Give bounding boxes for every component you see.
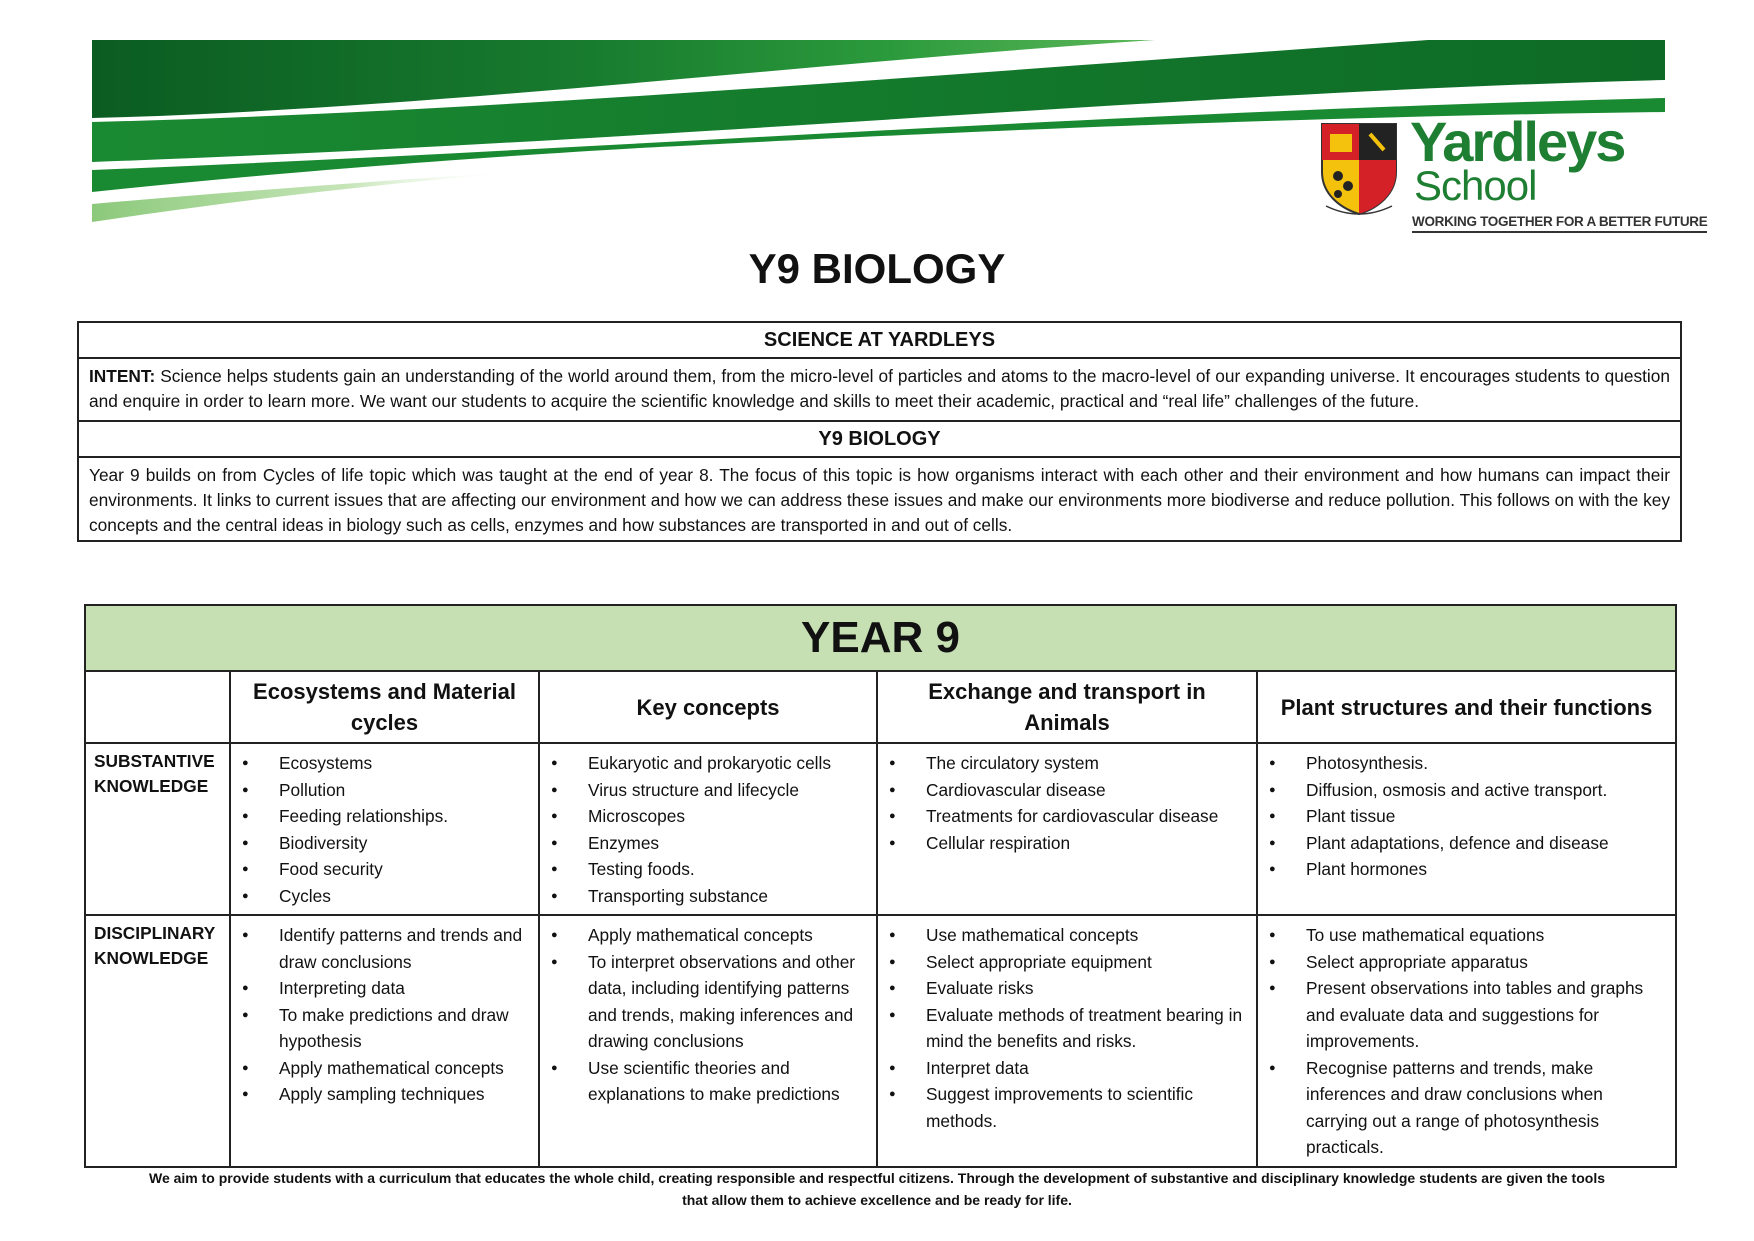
school-name-line1: Yardleys bbox=[1410, 110, 1625, 173]
science-intent-box bbox=[77, 321, 1682, 542]
list-item: ● Interpreting data bbox=[242, 975, 531, 1002]
list-item: ● Pollution bbox=[242, 777, 531, 804]
overview-paragraph: Year 9 builds on from Cycles of life topic which was taught at the end of year 8. The focus of this topic is how organisms interact with each other and their environment and how humans can impact their environments. It links to current issues that are affecting our environment and how we can address these issues and make our environments more biodiverse and reduce pollution. This follows on with the key concepts and the central ideas in biology such as cells, enzymes and how substances are transported in and out of cells. bbox=[89, 465, 1670, 535]
list-item: ● To make predictions and draw hypothesis bbox=[242, 1002, 531, 1055]
list-item: ● Treatments for cardiovascular disease bbox=[889, 803, 1249, 830]
year-curriculum-table bbox=[84, 604, 1677, 1168]
disciplinary-cell bbox=[230, 915, 539, 1167]
list-item: ● Suggest improvements to scientific methods. bbox=[889, 1081, 1249, 1134]
row-label-line: SUBSTANTIVE bbox=[94, 751, 215, 771]
school-name-line2: School bbox=[1414, 162, 1537, 209]
row-header-substantive bbox=[85, 743, 230, 915]
list-item: ● Present observations into tables and graphs and evaluate data and suggestions for improvements. bbox=[1269, 975, 1668, 1055]
row-label-line: KNOWLEDGE bbox=[94, 776, 209, 796]
intent-paragraph bbox=[79, 359, 1680, 420]
list-item: ● Eukaryotic and prokaryotic cells bbox=[551, 750, 869, 777]
list-item: ● Interpret data bbox=[889, 1055, 1249, 1082]
list-item: ● Ecosystems bbox=[242, 750, 531, 777]
science-heading: SCIENCE AT YARDLEYS bbox=[79, 323, 1680, 359]
list-item: ● Cycles bbox=[242, 883, 531, 910]
footer-statement bbox=[100, 1167, 1654, 1211]
list-item: ● Photosynthesis. bbox=[1269, 750, 1668, 777]
column-header: Ecosystems and Material cycles bbox=[230, 671, 539, 743]
column-header: Plant structures and their functions bbox=[1257, 671, 1676, 743]
list-item: ● Diffusion, osmosis and active transport. bbox=[1269, 777, 1668, 804]
footer-line: We aim to provide students with a curriculum that educates the whole child, creating responsible and respectful citizens. Through the development of substantive and disciplinary knowledge students are given the tools bbox=[148, 1170, 1605, 1186]
list-item: ● To interpret observations and other data, including identifying patterns and trends, making inferences and drawing conclusions bbox=[551, 949, 869, 1055]
intent-label: INTENT: bbox=[89, 366, 156, 386]
year-title: YEAR 9 bbox=[85, 605, 1676, 671]
list-item: ● Feeding relationships. bbox=[242, 803, 531, 830]
list-item: ● Testing foods. bbox=[551, 856, 869, 883]
substantive-cell bbox=[230, 743, 539, 915]
list-item: ● To use mathematical equations bbox=[1269, 922, 1668, 949]
list-item: ● Apply sampling techniques bbox=[242, 1081, 531, 1108]
footer-line: that allow them to achieve excellence and be ready for life. bbox=[682, 1192, 1072, 1208]
list-item: ● Transporting substance bbox=[551, 883, 869, 910]
substantive-cell bbox=[877, 743, 1257, 915]
list-item: ● Recognise patterns and trends, make inferences and draw conclusions when carrying out a range of photosynthesis practicals. bbox=[1269, 1055, 1668, 1161]
list-item: ● Plant tissue bbox=[1269, 803, 1668, 830]
list-item: ● Identify patterns and trends and draw conclusions bbox=[242, 922, 531, 975]
list-item: ● Evaluate risks bbox=[889, 975, 1249, 1002]
list-item: ● Evaluate methods of treatment bearing in mind the benefits and risks. bbox=[889, 1002, 1249, 1055]
corner-cell bbox=[85, 671, 230, 743]
school-logo bbox=[1318, 110, 1708, 235]
list-item: ● Cellular respiration bbox=[889, 830, 1249, 857]
row-label-line: KNOWLEDGE bbox=[94, 948, 209, 968]
disciplinary-cell bbox=[1257, 915, 1676, 1167]
column-header: Exchange and transport in Animals bbox=[877, 671, 1257, 743]
list-item: ● Plant adaptations, defence and disease bbox=[1269, 830, 1668, 857]
list-item: ● Select appropriate apparatus bbox=[1269, 949, 1668, 976]
list-item: ● Use scientific theories and explanations to make predictions bbox=[551, 1055, 869, 1108]
school-tagline: WORKING TOGETHER FOR A BETTER FUTURE bbox=[1412, 214, 1707, 233]
list-item: ● Apply mathematical concepts bbox=[551, 922, 869, 949]
list-item: ● Cardiovascular disease bbox=[889, 777, 1249, 804]
row-label-line: DISCIPLINARY bbox=[94, 923, 216, 943]
list-item: ● Enzymes bbox=[551, 830, 869, 857]
list-item: ● Plant hormones bbox=[1269, 856, 1668, 883]
list-item: ● Use mathematical concepts bbox=[889, 922, 1249, 949]
substantive-cell bbox=[1257, 743, 1676, 915]
list-item: ● Biodiversity bbox=[242, 830, 531, 857]
page-title: Y9 BIOLOGY bbox=[748, 245, 1006, 292]
disciplinary-cell bbox=[877, 915, 1257, 1167]
list-item: ● Food security bbox=[242, 856, 531, 883]
disciplinary-cell bbox=[539, 915, 877, 1167]
list-item: ● The circulatory system bbox=[889, 750, 1249, 777]
list-item: ● Select appropriate equipment bbox=[889, 949, 1249, 976]
row-header-disciplinary bbox=[85, 915, 230, 1167]
list-item: ● Apply mathematical concepts bbox=[242, 1055, 531, 1082]
substantive-cell bbox=[539, 743, 877, 915]
school-crest-icon bbox=[1318, 120, 1400, 216]
column-header: Key concepts bbox=[539, 671, 877, 743]
biology-subheading: Y9 BIOLOGY bbox=[79, 420, 1680, 458]
list-item: ● Microscopes bbox=[551, 803, 869, 830]
list-item: ● Virus structure and lifecycle bbox=[551, 777, 869, 804]
intent-text: Science helps students gain an understanding of the world around them, from the micro-level of particles and atoms to the macro-level of our expanding universe. It encourages students to question and enquire in order to learn more. We want our students to acquire the scientific knowledge and skills to meet their academic, practical and “real life” challenges of the future. bbox=[89, 366, 1670, 411]
